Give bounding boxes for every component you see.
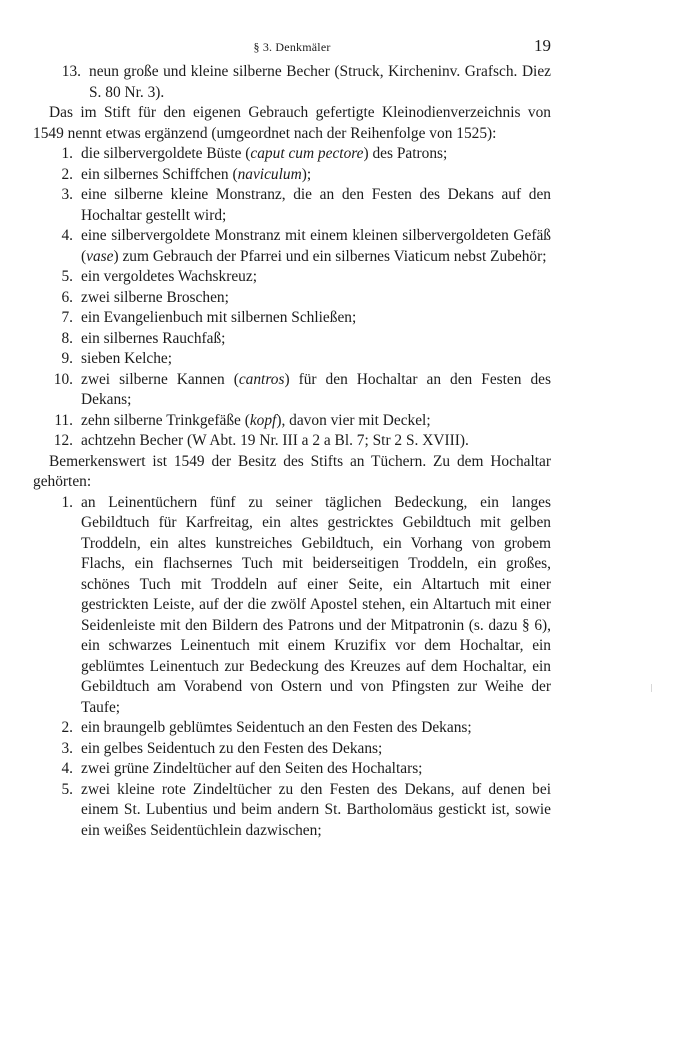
list-number: 6. [61,288,73,306]
running-head: § 3. Denkmäler [253,40,331,54]
list-item [33,226,551,267]
scan-mark [651,684,652,692]
list-text: ) des Patrons; [363,145,448,162]
list-number: 5. [61,780,73,798]
list-text: zwei silberne Broschen; [81,288,229,306]
latin-term: vase [86,247,114,265]
list-text: ein silbernes Rauchfaß; [81,329,226,347]
list-text: zwei kleine rote Zindeltücher zu den Festen des Dekans, auf denen bei einem St. Lubentius und beim andern St. Bartholomäus gestickt ist, sowie ein weißes Seidentüchlein dazwischen; [81,780,551,839]
page-header [33,36,551,60]
list-number: 1. [61,493,73,511]
body-text [33,62,551,841]
list-item [33,62,551,103]
list-text: zwei grüne Zindeltücher auf den Seiten des Hochaltars; [81,760,423,777]
list-number: 4. [61,227,73,244]
list-number: 8. [61,329,73,347]
list-item [33,493,551,719]
book-page [33,36,551,841]
list-number: 2. [61,165,73,183]
list-item [33,329,551,350]
list-text: eine silbervergoldete Monstranz mit einem kleinen silbervergoldeten Gefäß ( [81,227,551,265]
list-item [33,267,551,288]
list-text: zehn silberne Trinkgefäße ( [81,411,250,429]
list-text: achtzehn Becher (W Abt. 19 Nr. III a 2 a Bl. 7; Str 2 S. XVIII). [81,432,469,449]
list-number: 10. [53,370,73,388]
paragraph: Das im Stift für den eigenen Gebrauch gefertigte Kleinodienverzeichnis von 1549 nennt etwas ergänzend (umgeordnet nach der Reihenfolge von 1525): [33,104,551,142]
list-number: 5. [61,268,73,285]
list-text: neun große und kleine silberne Becher (Struck, Kircheninv. Grafsch. Diez S. 80 Nr. 3). [89,63,551,101]
list-item [33,308,551,329]
list-text: die silbervergoldete Büste ( [81,145,251,162]
list-text: ein braungelb geblümtes Seidentuch an den Festen des Dekans; [81,719,472,736]
list-text: ); [301,165,312,183]
list-text: eine silberne kleine Monstranz, die an den Festen des Dekans auf den Hochaltar gestellt wird; [81,186,551,224]
latin-term: kopf [249,411,277,429]
list-number: 9. [61,350,73,367]
list-item [33,431,551,452]
list-item [33,349,551,370]
list-number: 3. [61,186,73,203]
list-text: ein Evangelienbuch mit silbernen Schließen; [81,309,357,326]
list-number: 3. [61,739,73,757]
cloth-list [33,493,551,842]
list-text: ein gelbes Seidentuch zu den Festen des Dekans; [81,739,383,757]
list-text: an Leinentüchern fünf zu seiner täglichen Bedeckung, ein langes Gebildtuch für Karfreitag, ein altes gestricktes Gebildtuch mit gelben Troddeln, ein altes kunstreiches Gebildtuch, ein Vorhang von grobem Flachs, ein flachsernes Tuch mit beiderseitigen Troddeln, ein großes, schönes Tuch mit Troddeln auf einer Seite, ein Altartuch mit einer gestrickten Leiste, auf der die zwölf Apostel stehen, ein Altartuch mit einer Seidenleiste mit den Bildern des Patrons und der Mitpatronin (s. dazu § 6), ein schwarzes Leinentuch mit einem Kruzifix vor dem Hochaltar, ein geblümtes Leinentuch zur Bedeckung des Kreuzes auf dem Hochaltar, ein Gebildtuch am Vorabend von Ostern und von Pfingsten zur Weihe der Taufe; [81,493,551,716]
list-item [33,288,551,309]
list-text: zwei silberne Kannen ( [81,370,239,388]
list-number: 7. [61,309,73,326]
latin-term: caput cum pectore [250,145,364,162]
latin-term: cantros [238,370,285,388]
list-number: 2. [61,719,73,736]
list-number: 1. [61,145,73,162]
list-number: 13. [61,63,81,80]
inventory-list-1549 [33,144,551,452]
list-text: ein vergoldetes Wachskreuz; [81,268,257,285]
latin-term: naviculum [237,165,302,183]
list-item [33,759,551,780]
paragraph: Bemerkenswert ist 1549 der Besitz des Stifts an Tüchern. Zu dem Hochaltar gehörten: [33,452,551,490]
list-item [33,411,551,432]
list-number: 4. [61,760,73,777]
page-number: 19 [534,36,551,55]
list-text: ) zum Gebrauch der Pfarrei und ein silbernes Viaticum nebst Zubehör; [113,247,547,265]
list-item [33,780,551,842]
list-text: ) für den Hochaltar an den Festen des Dekans; [81,370,551,408]
list-item [33,739,551,760]
list-item [33,165,551,186]
list-number: 12. [53,432,73,449]
list-text: ), davon vier mit Deckel; [276,411,431,429]
list-item [33,370,551,411]
list-number: 11. [54,411,73,429]
list-item [33,718,551,739]
list-text: ein silbernes Schiffchen ( [81,165,238,183]
list-text: sieben Kelche; [81,350,173,367]
list-item [33,144,551,165]
list-item [33,185,551,226]
